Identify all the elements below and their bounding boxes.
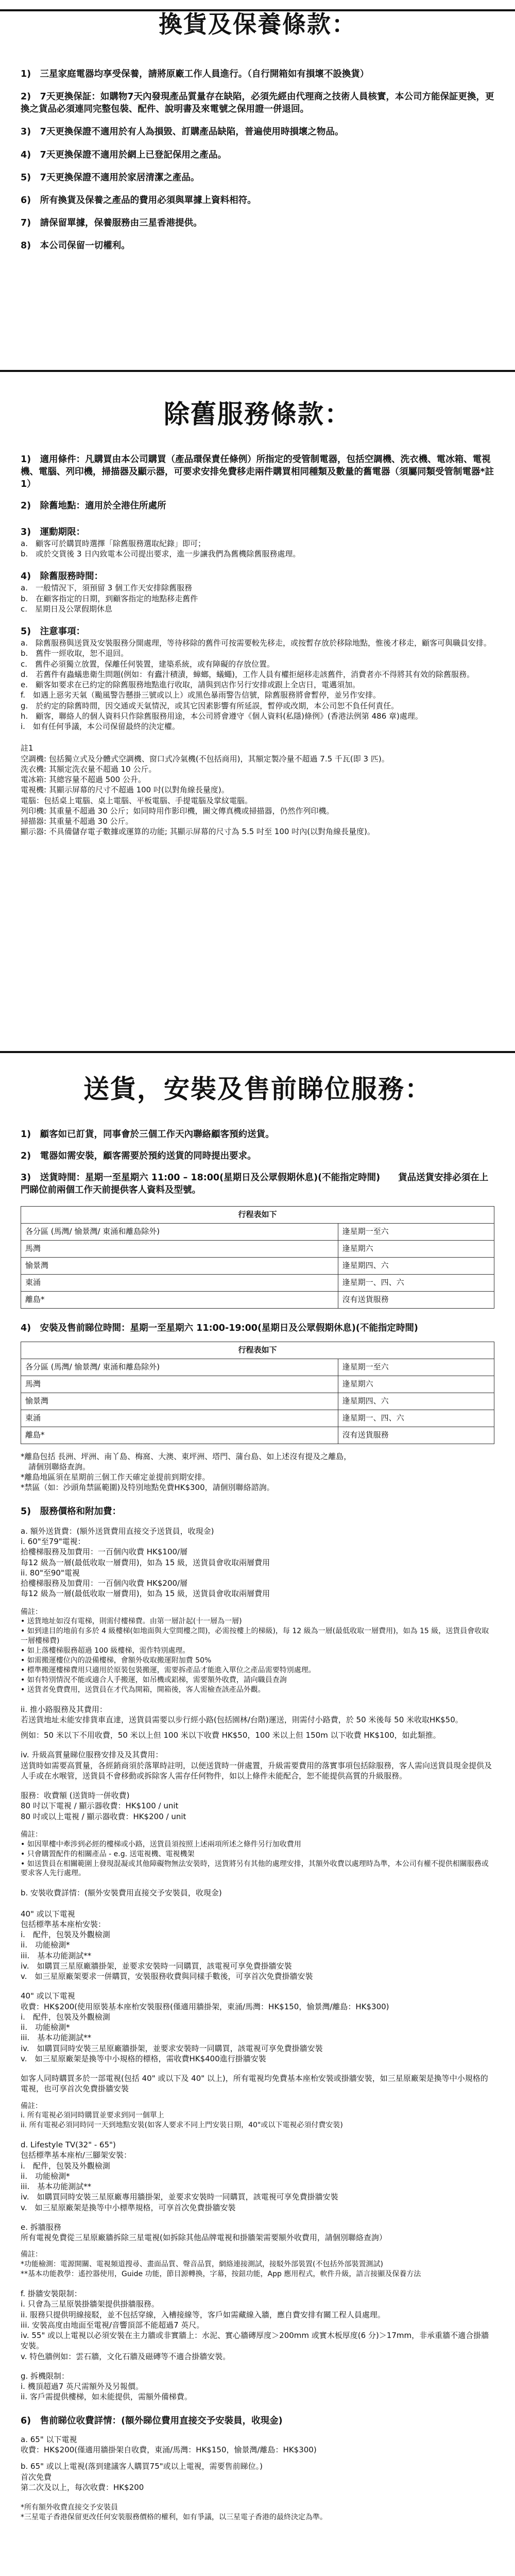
service-fee <box>21 1790 494 1822</box>
lifestyle-line: v. 如三星原廠架是換等中小標準規格，可享首次免費掛牆安裝 <box>21 2202 236 2212</box>
install-schedule-table <box>21 1342 494 1444</box>
fee-line: 若送貨地址未能安排貨車直達，送貨員需要以步行經小路(包括園林/台階)運送，則需付小路費，於 50 米後每 50 米收取HK$50。 <box>21 1715 463 1724</box>
notes-b <box>21 1830 494 1878</box>
note-line: ii. 所有電視必須同時同一天到地點安裝(如客人要求不同上門安裝日期，40"或以下電視必須付費安裝) <box>21 2121 343 2130</box>
install-line: v. 如三星原廠架要求一併購買，安裝服務收費與同樣手數後，可享首次免費掛牆安裝 <box>21 1972 313 1981</box>
note-1-line: 電視機: 其顯示屏幕的尺寸不超過 100 吋(以對角線長量度)。 <box>21 785 229 795</box>
limit-line: ii. 客戶需提供樓梯，如未能提供，需額外備梯費。 <box>21 2392 192 2402</box>
table-row <box>21 1291 494 1308</box>
table-row <box>21 1240 494 1257</box>
section-divider-1 <box>0 370 515 372</box>
final-notes <box>21 2503 494 2522</box>
table-note: *離島包括 長洲、坪洲、南丫島、梅窩、大澳、東坪洲、塔門、蒲台島、如上述沒有提及之離島， <box>21 1451 352 1461</box>
fee-line: iv. 升級高質量睇位服務安排及及其費用： <box>21 1750 163 1760</box>
fees-ii <box>21 1704 494 1741</box>
fee-line: a. 額外送貨費：(額外送貨費用直接交予送貨員，收現金) <box>21 1526 214 1536</box>
notes-title: 備註： <box>21 2102 42 2110</box>
table-cell: 愉景灣 <box>21 1257 338 1274</box>
note-line: • 如到達目的地前有多於 4 級樓梯(如地面與大堂間樓之間)，必需按樓上的梯級)，每 12 級為一層(最低收取一層費用)，如為 15 級，送貨員會收取一層樓梯費) <box>21 1627 489 1646</box>
removal-period-line: b. 或於交貨後 3 日內致電本公司提出要求，進一步讓我們為舊機除舊服務處理。 <box>21 549 301 558</box>
table-cell: 逢星期一、四、六 <box>338 1410 494 1427</box>
note-line: • 如因單樓中牽涉到必經的樓梯或小路，送貨員須按照上述兩項所述之條件另行加收費用 <box>21 1840 301 1849</box>
fee-line: 拾樓梯服務及加費用：一百個內收費 HK$100/層 <box>21 1547 188 1557</box>
note-line: • 只會購置配件的相關產品 - e.g. 送電視機、電視機架 <box>21 1850 195 1858</box>
install-40-under <box>21 1909 494 1982</box>
table-cell: 逢星期六 <box>338 1240 494 1257</box>
note-1-line: 列印機: 其重量不超過 30 公斤；如同時用作影印機，圖文傳真機或掃描器，仍然作列印機。 <box>21 806 334 816</box>
table-note: *離島地區須在星期前三個工作天確定並提前到期安排。 <box>21 1472 210 1482</box>
removal-location: 2) 除舊地點：適用於全港住所處所 <box>21 501 166 512</box>
fee-line: 例如：50 米以下不用收費，50 米以上但 100 米以下收費 HK$50，100 米以上但 150m 以下收費 HK$100，如此類推。 <box>21 1731 441 1740</box>
removal-notes-title: 5) 注意事項： <box>21 626 85 637</box>
install-line: i. 配件，包裝及外觀檢測 <box>21 2012 110 2022</box>
install-line: 40" 或以下電視 <box>21 1909 75 1919</box>
limit-line: v. 特色牆例如：雲石牆，文化石牆及磁磚等不適合掛牆安裝。 <box>21 2351 231 2361</box>
install-line: iv. 如購買三星原廠牆掛架，並要求安裝時一同購買，該電視可享免費掛牆安裝 <box>21 1961 292 1971</box>
removal-time-line: c. 星期日及公眾假期休息 <box>21 604 113 614</box>
table-cell: 愉景灣 <box>21 1393 338 1410</box>
table-note: 請個別聯絡查詢。 <box>21 1462 91 1471</box>
delivery-terms <box>21 1128 494 2522</box>
exchange-item: 4) 7天更換保證不適用於網上已登記保用之產品。 <box>21 149 227 160</box>
wall-removal-line: 所有電視免費從三星原廠牆拆除三星電視(如拆除其他品牌電視和掛牆架需要額外收費用，請個別聯絡查詢） <box>21 2233 387 2243</box>
install-line: 收費：HK$200(使用原裝基本座枱安裝服務(僅適用牆掛架，東涌/馬灣：HK$150，愉景灣/離島：HK$300) <box>21 2002 389 2011</box>
service-fee-title: 服務：收費額 (送貨時一併收費) <box>21 1791 130 1801</box>
limit-line: ii. 服務只提供明線接駁，並不包括穿線，入槽接線等，客戶如需藏線入牆，應自費安排有關工程人員處理。 <box>21 2310 385 2319</box>
exchange-item: 8) 本公司保留一切權利。 <box>21 241 130 251</box>
site-visit-line: 首次免費 <box>21 2472 52 2482</box>
note-1-line: 顯示器: 不具備儲存電子數據或運算的功能; 其顯示屏幕的尺寸為 5.5 吋至 100 吋內(以對角線長量度)。 <box>21 827 375 837</box>
table-cell: 各分區 (馬灣/ 愉景灣/ 東涌和離島除外) <box>21 1359 338 1376</box>
limit-line: iv. 55" 或以上電視以必須安裝在主力牆或非實牆上：水泥、實心牆磚厚度＞200mm 或實木板厚度(6 分)＞17mm，非承重牆不適合掛牆安裝。 <box>21 2331 489 2351</box>
removal-note: d. 若舊件有蟲蟻患衛生問題(例如：有蠹汁積漬，蟑螂，蟻蠅)，工作人員有權拒絕移走該舊件，消費者亦不得將其有效的除舊服務。 <box>21 669 474 679</box>
notes-title: 備註： <box>21 1830 42 1839</box>
table-cell: 馬灣 <box>21 1376 338 1393</box>
note-1-title: 註1 <box>21 743 33 753</box>
site-visit-title: 6) 售前睇位收費詳情：(額外睇位費用直接交予安裝員，收現金) <box>21 2415 283 2426</box>
limit-line: i. 只會為三星原裝掛牆架提供掛牆服務。 <box>21 2299 159 2309</box>
table-cell: 逢星期一至六 <box>338 1223 494 1240</box>
table-cell: 沒有送貨服務 <box>338 1427 494 1444</box>
final-note: *三星電子香港保留更改任何安裝服務價格的權利，如有爭議，以三星電子香港的最終決定為準。 <box>21 2513 327 2521</box>
install-line: ii. 功能檢測* <box>21 1940 70 1950</box>
exchange-list <box>21 68 494 252</box>
site-visit-line: a. 65" 以下電視 <box>21 2434 77 2444</box>
removal-period-title: 3) 運動期限： <box>21 527 85 537</box>
fee-line: 拾樓梯服務及加費用：一百個內收費 HK$200/層 <box>21 1579 188 1588</box>
removal-note: b. 舊件一經收取，恕不退回。 <box>21 649 129 658</box>
fee-line: ii. 推小路服務及其費用： <box>21 1704 107 1714</box>
exchange-item: 6) 所有換貨及保養之產品的費用必須與單據上資料相符。 <box>21 195 256 206</box>
delivery-schedule-table <box>21 1206 494 1309</box>
removal-title: 除舊服務條款： <box>164 399 351 429</box>
install-line: iii. 基本功能測試** <box>21 2033 92 2043</box>
install-line: ii. 功能檢測* <box>21 2023 70 2032</box>
note-line: • 如上落樓梯服務超過 100 級樓梯，需作特別處理。 <box>21 1647 190 1655</box>
site-visit-fees <box>21 2434 494 2493</box>
limit-line: iii. 安裝高度由地面至電視/音響頂部不能超過7 英尺。 <box>21 2320 204 2330</box>
fees-iv <box>21 1750 494 1781</box>
limit-line: i. 機頂超過7 英尺需額外及另報價。 <box>21 2382 144 2392</box>
note-line: • 送貨者免費費用，送貨員在才代為開箱，開箱後，客人需檢查該產品外觀。 <box>21 1685 265 1694</box>
exchange-title: 換貨及保養條款： <box>159 10 356 38</box>
service-fee-line: 80 吋或以上電視 / 顯示器收費：HK$200 / unit <box>21 1811 186 1821</box>
site-visit-line: 第二次及以上，每次收費：HK$200 <box>21 2482 144 2492</box>
table-cell: 沒有送貨服務 <box>338 1291 494 1308</box>
removal-time-title: 4) 除舊服務時間： <box>21 571 104 582</box>
note-line: **基本功能教學：遙控器使用，Guide 功能，節目源轉換，字幕，按鈕功能，App 應用程式，軟件升級，語言接顯及保養方法 <box>21 2270 421 2279</box>
table-cell: 馬灣 <box>21 1240 338 1257</box>
fees-a <box>21 1526 494 1599</box>
note-line: • 如有特別情況不能或適合人手搬運，如吊機或鋁梯，需要額外收費，請向職員查詢 <box>21 1675 287 1684</box>
table-note: *禁區（如：沙頭角禁區範圍)及特別地點免費HK$300，請個別聯絡諮詢。 <box>21 1483 274 1493</box>
table-cell: 各分區 (馬灣/ 愉景灣/ 東涌和離島除外) <box>21 1223 338 1240</box>
fees-title: 5) 服務價格和附加費： <box>21 1506 122 1517</box>
removal-note: i. 如有任何爭議，本公司保留最終的決定權。 <box>21 722 180 732</box>
delivery-title: 送貨，安裝及售前睇位服務： <box>83 1074 432 1104</box>
fee-line: 送貨時如需要高質量，各經銷商須於落單時註明，以便送貨時一併處置，升級需要費用的落實事項包括除服務，客人需向送貨員現金提供及人手或在水喉管，送貨員不會移動或拆除客人需存任何物件，如以上條件未能配合，恕不能提供高質的升級服務。 <box>21 1760 492 1781</box>
lifestyle-line: iv. 如購買同時安裝三星原廠專用牆掛架，並要求安裝時一同購買，該電視可享免費掛牆安裝 <box>21 2192 338 2202</box>
install-line: iv. 如購買同時安裝三星原廠牆掛架，並要求安裝時一同購買，該電視可享免費掛牆安裝 <box>21 2043 323 2053</box>
table-row <box>21 1393 494 1410</box>
table-row <box>21 1359 494 1376</box>
exchange-item: 5) 7天更換保證不適用於家居清潔之產品。 <box>21 172 200 183</box>
multi-tv-note: 如客人同時購買多於一部電視(包括 40" 或以下及 40" 以上)，所有電視均免費基本座枱安裝或掛牆安裝，如三星原廠架是換等中小規格的電視，也可享首次免費掛牆安裝 <box>21 2074 488 2094</box>
table-row <box>21 1274 494 1291</box>
lifestyle-line: d. Lifestyle TV(32" - 65") <box>21 2140 116 2150</box>
fee-line: 每12 級為一層(最低收取一層費用)，如為 15 級，送貨員會收取兩層費用 <box>21 1589 270 1599</box>
wall-removal-line: e. 拆牆服務 <box>21 2222 61 2232</box>
final-note: *所有額外收費直接交予安裝員 <box>21 2503 118 2512</box>
note-line: • 如送貨員在相關範圍上發現混凝或其他障礙物無法安裝時，送貨將另有其他的處理安排，其額外收費以處理時為準，本公司有權不提供相關服務或要求客人先行處理。 <box>21 1859 489 1878</box>
notes-title: 備註： <box>21 2250 42 2259</box>
wall-mount-limits <box>21 2289 494 2362</box>
table-notes <box>21 1451 494 1493</box>
limit-line: g. 拆機限制： <box>21 2371 70 2381</box>
removal-note: h. 顧客，聯絡人的個人資料只作除舊服務用途，本公司將會遵守《個人資料(私隱)條例》(香港法例第 486 章)處理。 <box>21 711 423 721</box>
notes-d <box>21 2250 494 2279</box>
exchange-item: 2) 7天更換保証：如購物7天內發現產品質量存在缺陷，必須先經由代理商之技術人員核實，本公司方能保証更換，更換之貨品必須連同完整包裝、配件、說明書及來電號之保用證一併退回。 <box>21 92 494 115</box>
install-40-over <box>21 1991 494 2064</box>
removal-note: c. 舊件必須獨立放置，保離任何裝置，建築系統，或有障礙的存放位置。 <box>21 659 275 669</box>
table-cell: 逢星期一至六 <box>338 1359 494 1376</box>
delivery-item: 3) 送貨時間：星期一至星期六 11:00 – 18:00(星期日及公眾假期休息)(不能指定時間) 貨品送貨安排必須在上門睇位前兩個工作天前提供客人資料及型號。 <box>21 1173 489 1196</box>
fee-line: i. 60"至79"電視： <box>21 1537 85 1547</box>
table-row <box>21 1223 494 1240</box>
note-1-line: 掃描器: 其重量不超過 30 公斤。 <box>21 817 133 826</box>
table-row <box>21 1376 494 1393</box>
notes-title: 備註： <box>21 1607 42 1616</box>
table-cell: 離島* <box>21 1291 338 1308</box>
table-cell: 逢星期四、六 <box>338 1257 494 1274</box>
delivery-item: 2) 電器如需安裝，顧客需要於預約送貨的同時提出要求。 <box>21 1151 256 1162</box>
note-1-line: 洗衣機: 其額定洗衣量不超過 10 公斤。 <box>21 764 157 774</box>
removal-period-line: a. 顧客可於購買時選擇「除舊服務選取紀錄」即可； <box>21 538 205 548</box>
install-line: 包括標準基本座枱安裝： <box>21 1919 106 1929</box>
removal-time-line: a. 一般情況下，須預留 3 個工作天安排除舊服務 <box>21 583 193 593</box>
service-fee-line: 80 吋以下電視 / 顯示器收費：HK$100 / unit <box>21 1801 179 1811</box>
table-cell: 逢星期一、四、六 <box>338 1274 494 1291</box>
note-line: *功能檢測：電源開關、電視頻道搜尋、畫面品質、聲音品質，網絡連接測試，接駁外部裝置(不包括外部裝置測試) <box>21 2260 383 2269</box>
table-cell: 逢星期四、六 <box>338 1393 494 1410</box>
removal-terms <box>21 453 494 837</box>
lifestyle-line: ii. 功能檢測* <box>21 2171 70 2181</box>
dismantle-limits <box>21 2371 494 2402</box>
note-1 <box>21 743 494 837</box>
note-1-line: 電腦：包括桌上電腦、桌上電腦、平板電腦、手提電腦及掌紋電腦。 <box>21 795 253 805</box>
install-line: v. 如三星原廠架是換等中小規格的標格，需收費HK$400進行掛牆安裝 <box>21 2054 266 2063</box>
lifestyle-line: 包括標準基本座枱/三腳架安裝： <box>21 2150 132 2160</box>
limit-line: f. 掛牆安裝限制： <box>21 2289 82 2299</box>
site-visit-line: 收費：HK$200(僅適用牆掛架自收費，東涌/馬灣：HK$150，愉景灣/離島：HK$300) <box>21 2445 317 2455</box>
lifestyle-line: iii. 基本功能測試** <box>21 2182 92 2192</box>
table-cell: 逢星期六 <box>338 1376 494 1393</box>
fee-line: ii. 80"至90"電視 <box>21 1568 80 1578</box>
removal-condition: 1) 適用條件：凡購買由本公司購買（產品環保責任條例）所指定的受管制電器，包括空調機、洗衣機、電冰箱、電視機、電腦、列印機，掃描器及顯示器，可要求安排免費移走兩件購買相同種類及數量的舊電器（須屬同類受管制電器*註1） <box>21 454 494 490</box>
table-row <box>21 1410 494 1427</box>
notes-a <box>21 1607 494 1695</box>
wall-removal <box>21 2222 494 2243</box>
lifestyle-line: i. 配件，包裝及外觀檢測 <box>21 2161 110 2171</box>
delivery-item: 1) 顧客如已訂貨，同事會於三個工作天內聯絡顧客預約送貨。 <box>21 1129 274 1140</box>
install-line: 40" 或以下電視 <box>21 1991 75 2001</box>
install-line: i. 配件，包裝及外觀檢測 <box>21 1930 110 1940</box>
exchange-item: 1) 三星家庭電器均享受保養，請將原廠工作人員進行。（自行開箱如有損壞不設換貨） <box>21 69 369 79</box>
table-cell: 東涌 <box>21 1410 338 1427</box>
lifestyle-tv <box>21 2140 494 2213</box>
table-cell: 東涌 <box>21 1274 338 1291</box>
note-1-line: 電冰箱: 其總容量不超過 500 公升。 <box>21 775 146 785</box>
removal-note: g. 於約定的除舊時間，因交通或天氣情況，或其它因素影響有所延誤，暫停或改期，本公司恕不負任何責任。 <box>21 701 399 710</box>
spacer <box>21 2455 494 2461</box>
note-line: • 如需搬運樓位內的設備樓梯，會額外收取搬運附加費 50% <box>21 1656 212 1665</box>
exchange-item: 3) 7天更換保證不適用於有人為損毀、訂購產品缺陷，普遍使用時損壞之物品。 <box>21 127 344 138</box>
install-time-title: 4) 安裝及售前睇位時間：星期一至星期六 11:00-19:00(星期日及公眾假期休息)(不能指定時間) <box>21 1323 418 1333</box>
note-1-line: 空調機: 包括獨立式及分體式空調機、窗口式冷氣機(不包括商用)，其額定製冷量不超過 7.5 千瓦(即 3 匹)。 <box>21 754 389 764</box>
table-header: 行程表如下 <box>21 1206 494 1223</box>
removal-note: a. 除舊服務與送貨及安裝服務分開處理，等待移除的舊件可按需要較先移走，或按暫存放於移除地點，惟後才移走，顧客可與職員安排。 <box>21 638 491 648</box>
note-line: i. 所有電視必須同時購買並要求到同一個單上 <box>21 2111 164 2120</box>
note-line: • 送貨地址如沒有電梯，則需付樓梯費。由第一層計起(十一層為一層) <box>21 1617 242 1626</box>
install-line: iii. 基本功能測試** <box>21 1951 92 1960</box>
removal-note: e. 顧客如要求在已約定的除舊服務地點進行收取，請與到店作另行安排或跟上全店日，電邁須加。 <box>21 680 360 690</box>
section-divider-2 <box>0 1051 515 1053</box>
notes-c <box>21 2102 494 2131</box>
table-header: 行程表如下 <box>21 1342 494 1359</box>
table-cell: 離島* <box>21 1427 338 1444</box>
table-row <box>21 1257 494 1274</box>
install-fee-title: b. 安裝收費詳情：(額外安裝費用直接交予安裝員，收現金) <box>21 1888 222 1898</box>
fee-line: 每12 級為一層(最低收取一層費用)，如為 15 級，送貨員會收取兩層費用 <box>21 1557 270 1567</box>
exchange-item: 7) 請保留單據，保養服務由三星香港提供。 <box>21 217 202 228</box>
site-visit-line: b. 65" 或以上電視(落到建議客人購買75"或以上電視，需要售前睇位。) <box>21 2462 263 2471</box>
removal-note: f. 如遇上惡劣天氣（颱風警告懸掛三號或以上）或黑色暴雨警告信號，除舊服務將會暫停，並另作安排。 <box>21 690 381 700</box>
table-row <box>21 1427 494 1444</box>
removal-time-line: b. 在顧客指定的日期，到顧客指定的地點移走舊件 <box>21 594 198 603</box>
note-line: • 標準搬運樓梯費用只適用於原裝包裝搬運，需要拆產品才能進入單位之產品需要特別處理。 <box>21 1666 316 1674</box>
